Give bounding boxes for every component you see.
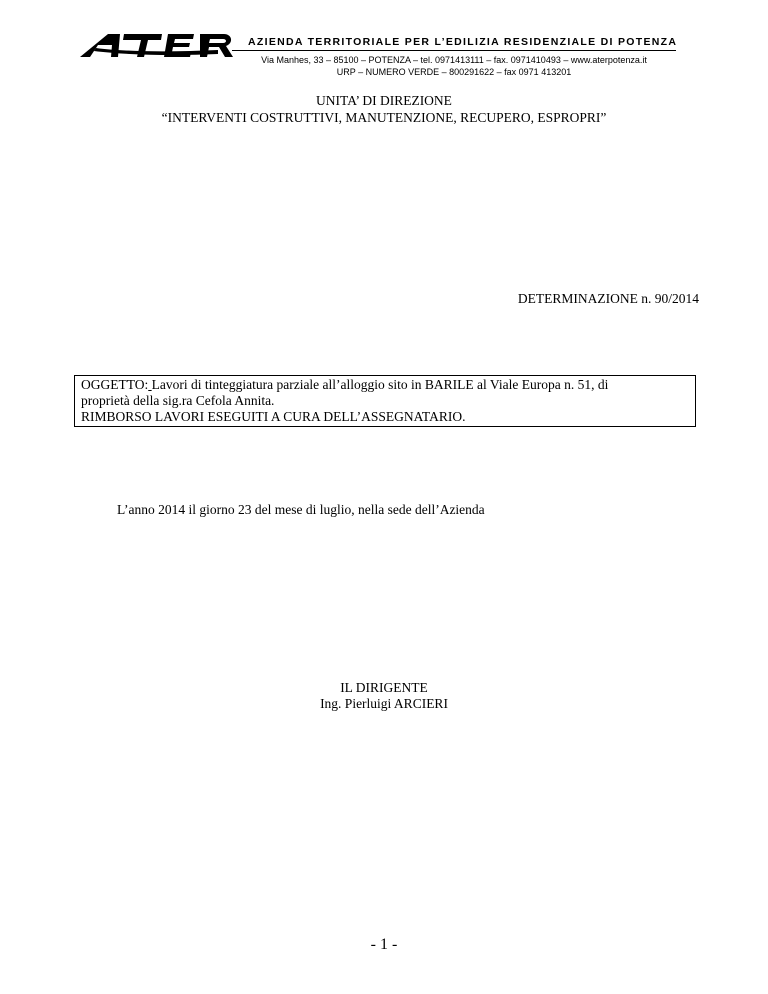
ater-logo — [78, 30, 238, 60]
page-number: - 1 - — [370, 936, 398, 953]
header-divider — [232, 50, 676, 51]
subject-line-2: proprietà della sig.ra Cefola Annita. — [81, 393, 275, 408]
contact-urp-line: URP – NUMERO VERDE – 800291622 – fax 0971 413201 — [336, 67, 572, 77]
organization-name: AZIENDA TERRITORIALE PER L’EDILIZIA RESIDENZIALE DI POTENZA — [248, 36, 678, 48]
subject-label: OGGETTO: — [81, 377, 149, 392]
unit-heading-line-2: “INTERVENTI COSTRUTTIVI, MANUTENZIONE, RECUPERO, ESPROPRI” — [161, 110, 607, 125]
subject-box — [74, 375, 696, 427]
signature-block — [0, 680, 768, 712]
signature-name: Ing. Pierluigi ARCIERI — [320, 696, 448, 711]
unit-heading — [0, 92, 768, 126]
subject-line-3: RIMBORSO LAVORI ESEGUITI A CURA DELL’ASSEGNATARIO. — [81, 409, 466, 424]
subject-line-1-text: Lavori di tinteggiatura parziale all’alloggio sito in BARILE al Viale Europa n. 51, di — [151, 377, 609, 392]
contact-address-line: Via Manhes, 33 – 85100 – POTENZA – tel. 0971413111 – fax. 0971410493 – www.aterpotenza.it — [261, 55, 647, 65]
unit-heading-line-1: UNITA’ DI DIREZIONE — [316, 93, 452, 108]
determination-number: DETERMINAZIONE n. 90/2014 — [517, 291, 699, 306]
subject-line-1 — [81, 377, 689, 393]
signature-title: IL DIRIGENTE — [340, 680, 428, 695]
intro-paragraph: L’anno 2014 il giorno 23 del mese di luglio, nella sede dell’Azienda — [117, 502, 485, 517]
